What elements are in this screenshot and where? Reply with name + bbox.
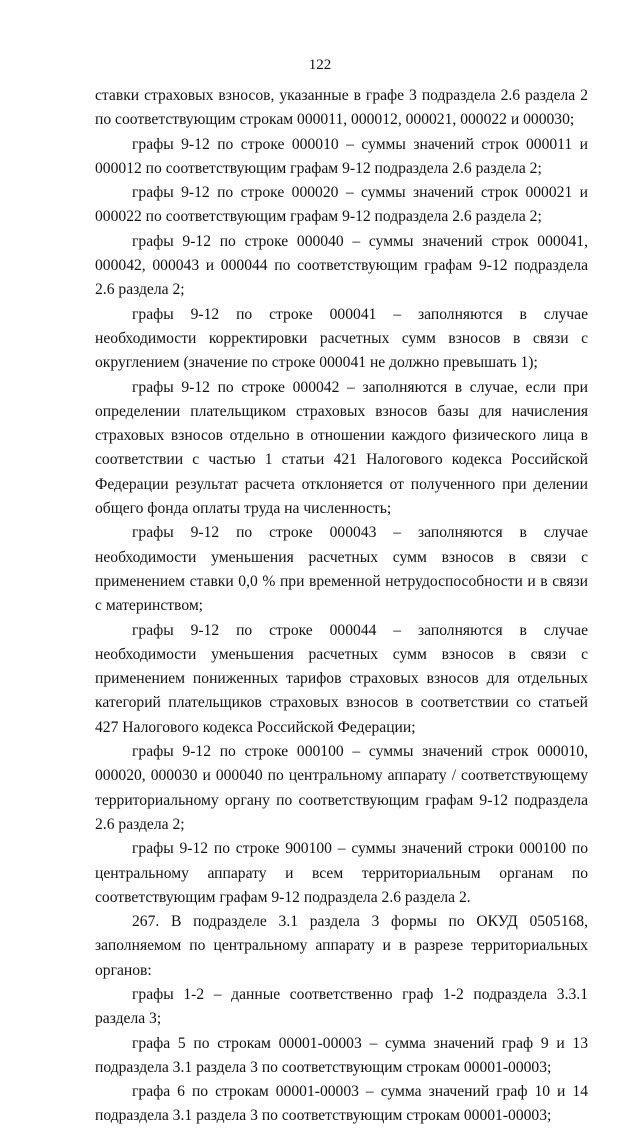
paragraph: графы 9-12 по строке 000040 – суммы значений строк 000041, 000042, 000043 и 000044 по соответствующим графам 9-12 подраздела 2.6 раздела 2; [95, 232, 588, 299]
paragraph: графы 1-2 – данные соответственно граф 1-2 подраздела 3.3.1 раздела 3; [95, 985, 588, 1028]
page-number: 122 [308, 57, 332, 73]
paragraph: графы 9-12 по строке 000042 – заполняются в случае, если при определении плательщиком страховых взносов базы для начисления страховых взносов отдельно в отношении каждого физического лица в соответствии с частью 1 статьи 421 Налогового кодекса Российской Федерации результат расчета отклоняется от полученного при делении общего фонда оплаты труда на численность; [95, 378, 588, 518]
paragraph: графа 5 по строкам 00001-00003 – сумма значений граф 9 и 13 подраздела 3.1 раздела 3 по соответствующим строкам 00001-00003; [95, 1034, 588, 1076]
document-body [95, 84, 588, 1129]
paragraph: графы 9-12 по строке 000010 – суммы значений строк 000011 и 000012 по соответствующим графам 9-12 подраздела 2.6 раздела 2; [95, 135, 588, 177]
paragraph: графы 9-12 по строке 000020 – суммы значений строк 000021 и 000022 по соответствующим графам 9-12 подраздела 2.6 раздела 2; [95, 184, 588, 226]
paragraph: графа 6 по строкам 00001-00003 – сумма значений граф 10 и 14 подраздела 3.1 раздела 3 по соответствующим строкам 00001-00003; [95, 1083, 588, 1125]
paragraph: 267. В подразделе 3.1 раздела 3 формы по ОКУД 0505168, заполняемом по центральному аппарату и в разрезе территориальных органов: [95, 913, 588, 979]
paragraph: графы 9-12 по строке 000100 – суммы значений строк 000010, 000020, 000030 и 000040 по центральному аппарату / соответствующему территориальному органу по соответствующим графам 9-12 подраздела 2.6 раздела 2; [95, 743, 588, 833]
paragraph: графы 9-12 по строке 000041 – заполняются в случае необходимости корректировки расчетных сумм взносов в связи с округлением (значение по строке 000041 не должно превышать 1); [95, 305, 588, 372]
paragraph: графы 9-12 по строке 000043 – заполняются в случае необходимости уменьшения расчетных сумм взносов в связи с применением ставки 0,0 % при временной нетрудоспособности и в связи с материнством; [95, 524, 588, 615]
paragraph: графы 9-12 по строке 900100 – суммы значений строки 000100 по центральному аппарату и всем территориальным органам по соответствующим графам 9-12 подраздела 2.6 раздела 2. [95, 840, 588, 906]
paragraph: ставки страховых взносов, указанные в графе 3 подраздела 2.6 раздела 2 по соответствующим строкам 000011, 000012, 000021, 000022 и 000030; [95, 87, 588, 129]
paragraph: графы 9-12 по строке 000044 – заполняются в случае необходимости уменьшения расчетных сумм взносов в связи с применением пониженных тарифов страховых взносов для отдельных категорий плательщиков страховых взносов в соответствии со статьей 427 Налогового кодекса Российской Федерации; [95, 621, 588, 736]
